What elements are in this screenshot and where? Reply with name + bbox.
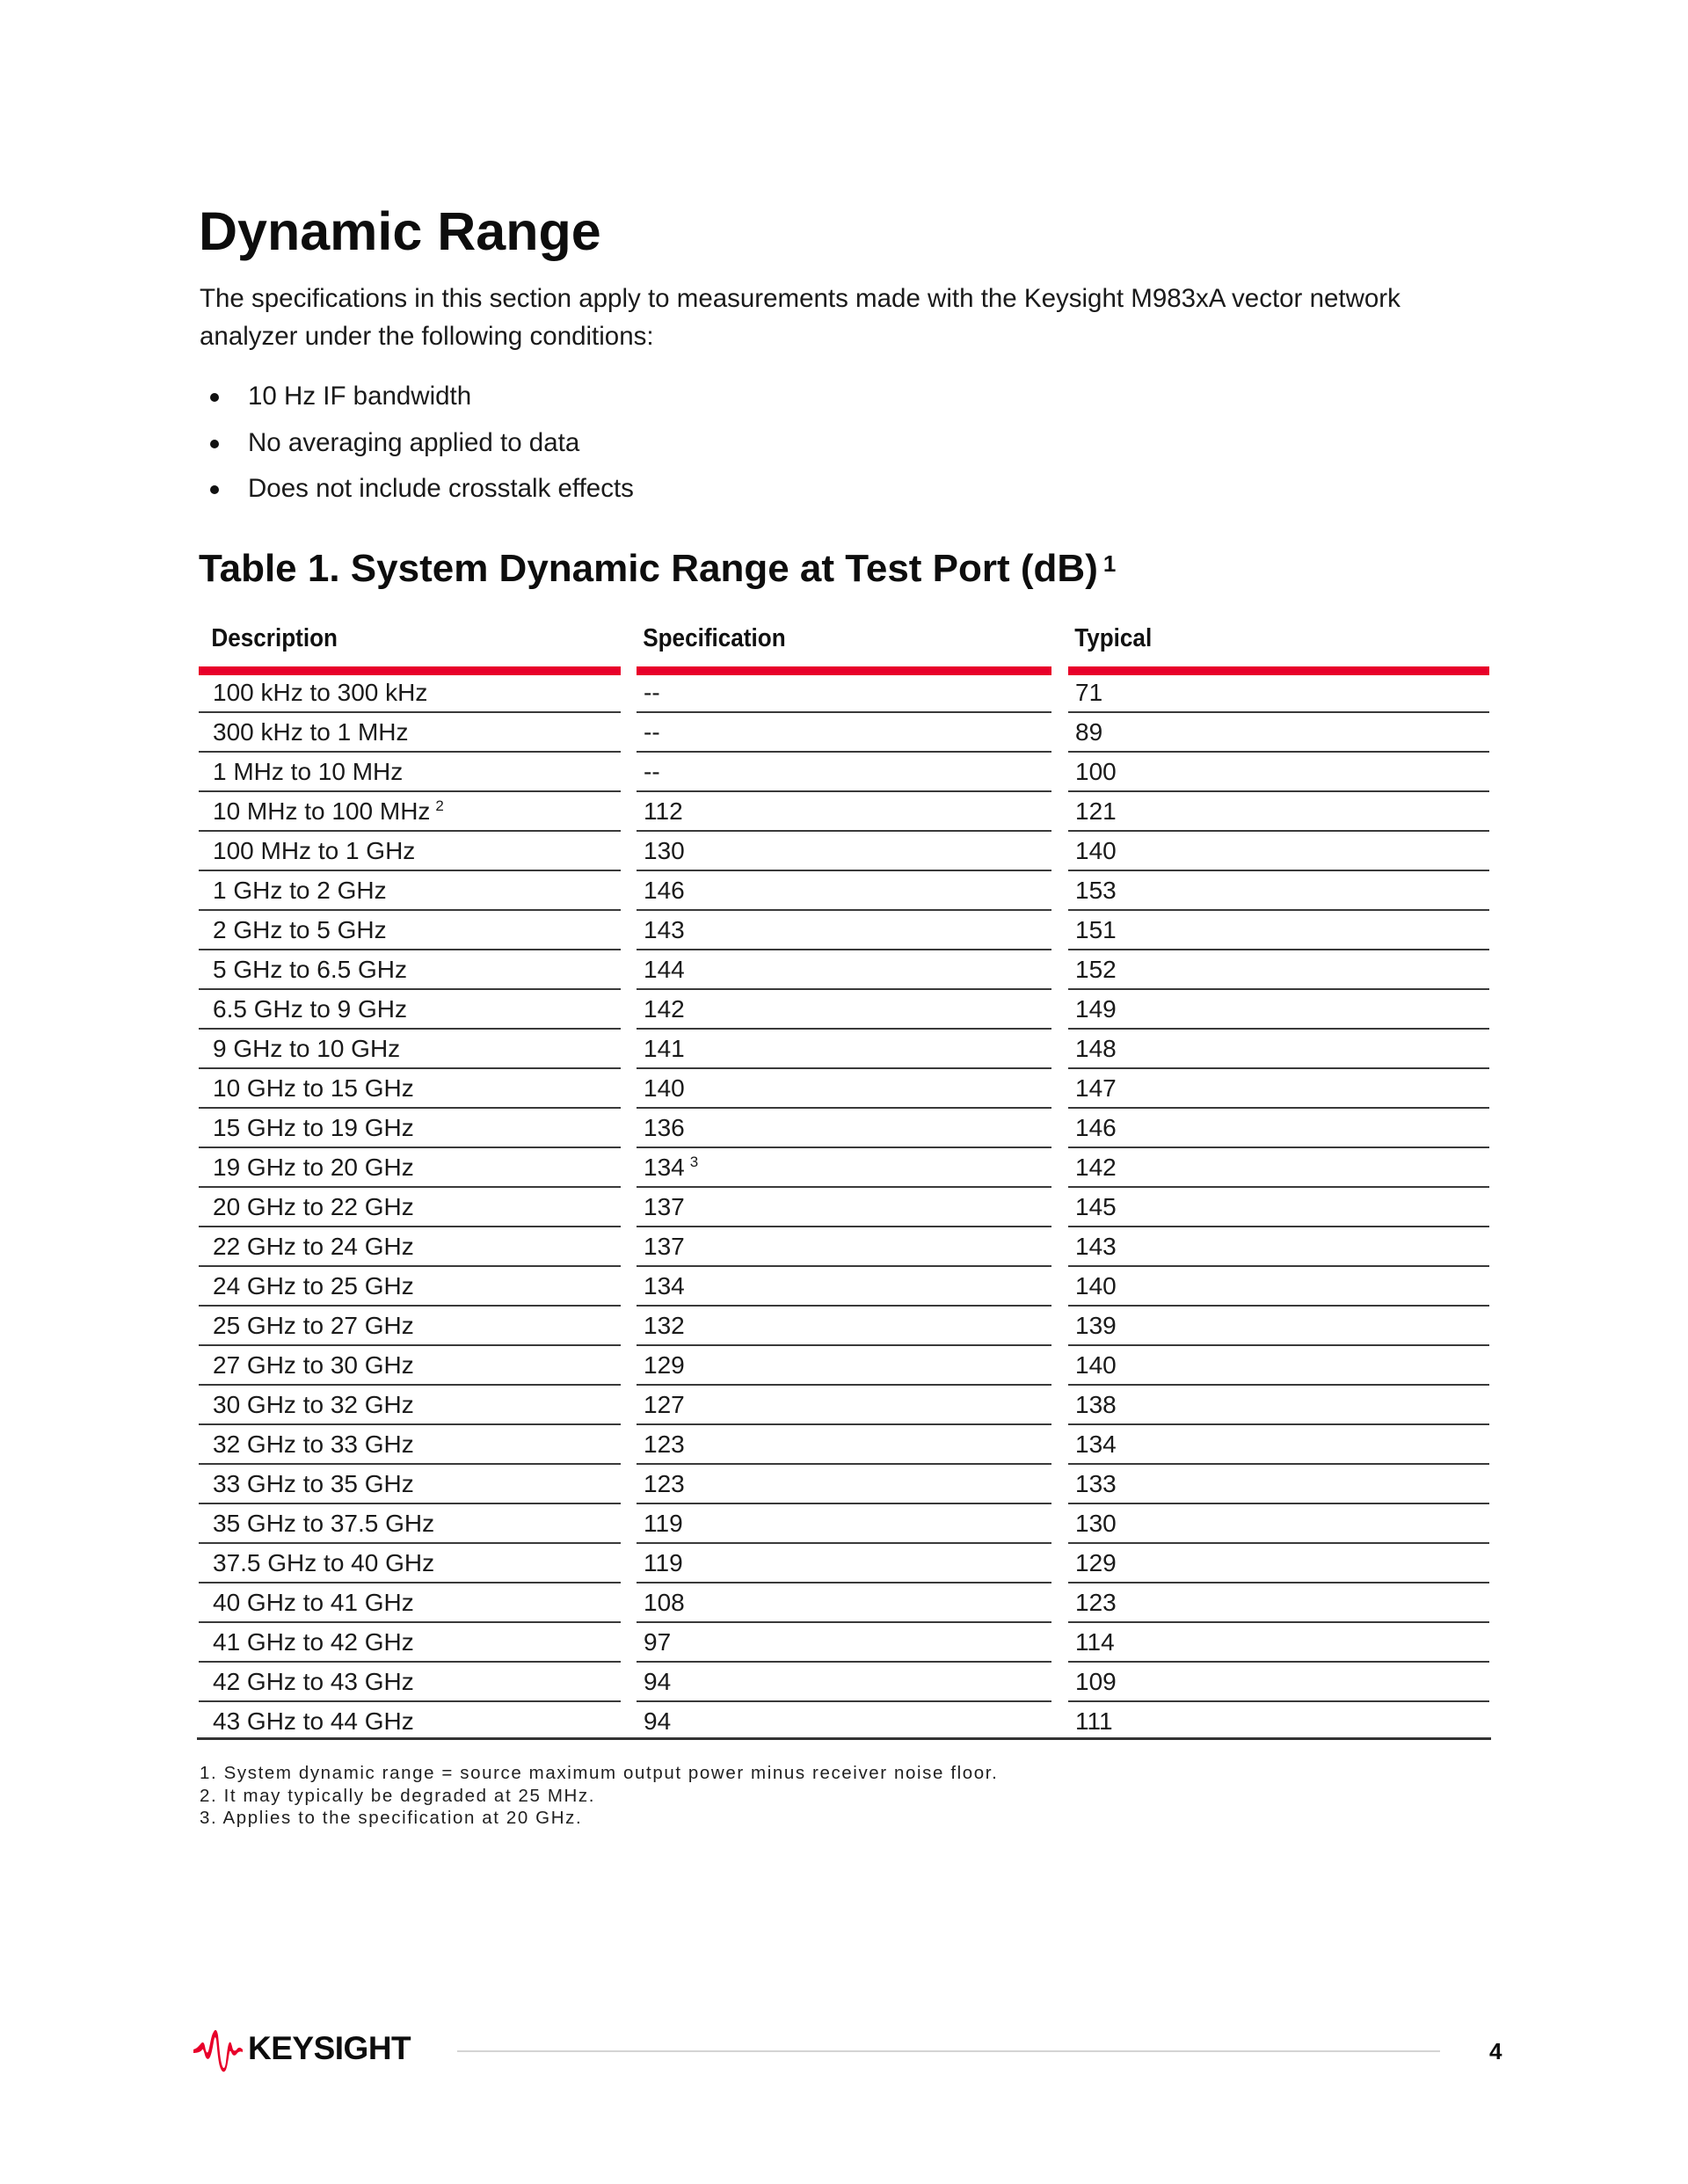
table-bottom-rule [197, 1737, 1491, 1740]
bullet-icon [210, 485, 219, 494]
cell-description [199, 1583, 621, 1623]
cell-description [199, 1544, 621, 1583]
cell-description-text: 2 GHz to 5 GHz [213, 916, 387, 943]
cell-specification [637, 1346, 1051, 1386]
cell-description [199, 792, 621, 832]
cell-typical-text: 130 [1075, 1510, 1117, 1537]
cell-typical-text: 134 [1075, 1431, 1117, 1458]
cell-specification-text: 137 [644, 1233, 685, 1260]
cell-typical-text: 142 [1075, 1154, 1117, 1181]
cell-typical-text: 114 [1075, 1628, 1115, 1656]
cell-typical-text: 140 [1075, 837, 1117, 864]
cell-specification [637, 1267, 1051, 1307]
cell-typical-text: 71 [1075, 679, 1103, 706]
cell-specification-text: 123 [644, 1431, 685, 1458]
cell-typical-text: 111 [1075, 1707, 1113, 1735]
cell-description [199, 1663, 621, 1702]
cell-typical-text: 109 [1075, 1668, 1117, 1695]
table-row [0, 713, 1688, 753]
cell-specification [637, 871, 1051, 911]
cell-specification [637, 1544, 1051, 1583]
keysight-logo [192, 2024, 411, 2073]
cell-typical [1068, 1465, 1489, 1504]
cell-typical-text: 152 [1075, 956, 1117, 983]
cell-description-text: 40 GHz to 41 GHz [213, 1589, 414, 1616]
cell-specification [637, 673, 1051, 713]
cell-typical [1068, 1623, 1489, 1663]
cell-description-text: 20 GHz to 22 GHz [213, 1193, 414, 1220]
cell-specification [637, 1069, 1051, 1109]
table-row [0, 1227, 1688, 1267]
cell-specification-text: 97 [644, 1628, 672, 1656]
cell-description [199, 1267, 621, 1307]
condition-text: No averaging applied to data [248, 427, 580, 457]
cell-typical [1068, 1544, 1489, 1583]
cell-typical [1068, 1583, 1489, 1623]
cell-specification [637, 1702, 1051, 1740]
condition-item [200, 425, 634, 471]
cell-specification-text: 137 [644, 1193, 685, 1220]
cell-description [199, 1069, 621, 1109]
cell-typical-text: 129 [1075, 1549, 1117, 1576]
table-row [0, 1069, 1688, 1109]
cell-specification [637, 1583, 1051, 1623]
cell-typical [1068, 1504, 1489, 1544]
cell-typical [1068, 1346, 1489, 1386]
cell-description-text: 35 GHz to 37.5 GHz [213, 1510, 435, 1537]
column-header-specification: Specification [643, 624, 786, 652]
table-row [0, 673, 1688, 713]
cell-typical [1068, 1663, 1489, 1702]
cell-description [199, 950, 621, 990]
table-row [0, 1307, 1688, 1346]
cell-description [199, 1227, 621, 1267]
table-row [0, 1465, 1688, 1504]
table-row [0, 911, 1688, 950]
cell-description-text: 300 kHz to 1 MHz [213, 718, 409, 746]
cell-typical [1068, 1188, 1489, 1227]
cell-typical [1068, 871, 1489, 911]
cell-typical-text: 140 [1075, 1272, 1117, 1299]
cell-typical [1068, 673, 1489, 713]
footnote: 1. System dynamic range = source maximum output power minus receiver noise floor. [200, 1763, 999, 1783]
cell-specification-text: 141 [644, 1035, 685, 1062]
cell-specification-text: 112 [644, 797, 683, 825]
cell-description-text: 100 MHz to 1 GHz [213, 837, 416, 864]
cell-description-text: 5 GHz to 6.5 GHz [213, 956, 407, 983]
cell-typical [1068, 1425, 1489, 1465]
table-row [0, 1663, 1688, 1702]
cell-description [199, 911, 621, 950]
cell-description-text: 1 MHz to 10 MHz [213, 758, 404, 785]
cell-specification [637, 1148, 1051, 1188]
footnotes [200, 1762, 998, 1830]
cell-typical [1068, 832, 1489, 871]
cell-specification-text: 143 [644, 916, 685, 943]
cell-specification [637, 1030, 1051, 1069]
column-header-typical: Typical [1074, 624, 1153, 652]
cell-typical [1068, 1267, 1489, 1307]
cell-specification-text: 123 [644, 1470, 685, 1497]
footnote-ref: 2 [435, 797, 444, 814]
cell-description [199, 753, 621, 792]
cell-specification-text: 136 [644, 1114, 685, 1141]
cell-typical [1068, 1307, 1489, 1346]
cell-description [199, 1623, 621, 1663]
cell-specification [637, 1307, 1051, 1346]
cell-typical-text: 139 [1075, 1312, 1117, 1339]
condition-text: Does not include crosstalk effects [248, 474, 634, 503]
cell-specification [637, 1623, 1051, 1663]
cell-description-text: 37.5 GHz to 40 GHz [213, 1549, 435, 1576]
cell-description-text: 10 MHz to 100 MHz [213, 797, 431, 825]
cell-typical-text: 146 [1075, 1114, 1117, 1141]
conditions-list [200, 378, 634, 517]
table-row [0, 832, 1688, 871]
table-row [0, 1623, 1688, 1663]
condition-item [200, 378, 634, 425]
cell-typical-text: 153 [1075, 877, 1117, 904]
cell-description-text: 41 GHz to 42 GHz [213, 1628, 414, 1656]
cell-specification-text: 119 [644, 1510, 683, 1537]
table-row [0, 753, 1688, 792]
cell-specification [637, 950, 1051, 990]
cell-specification-text: 127 [644, 1391, 685, 1418]
keysight-wave-icon [192, 2025, 244, 2072]
cell-specification [637, 911, 1051, 950]
column-header-description: Description [211, 624, 338, 652]
cell-typical-text: 149 [1075, 995, 1117, 1023]
cell-specification-text: -- [644, 758, 660, 785]
table-row [0, 1386, 1688, 1425]
cell-description [199, 1425, 621, 1465]
cell-description-text: 24 GHz to 25 GHz [213, 1272, 414, 1299]
cell-specification-text: 130 [644, 837, 685, 864]
table-row [0, 1583, 1688, 1623]
cell-description [199, 713, 621, 753]
cell-specification-text: 142 [644, 995, 685, 1023]
cell-specification [637, 1109, 1051, 1148]
cell-typical-text: 133 [1075, 1470, 1117, 1497]
cell-typical [1068, 1227, 1489, 1267]
table-title-text: Table 1. System Dynamic Range at Test Port (dB) [199, 547, 1098, 590]
cell-typical [1068, 713, 1489, 753]
cell-typical-text: 143 [1075, 1233, 1117, 1260]
cell-description [199, 1148, 621, 1188]
cell-specification-text: 134 [644, 1272, 685, 1299]
cell-typical [1068, 990, 1489, 1030]
table-title [199, 545, 1116, 593]
cell-typical [1068, 1030, 1489, 1069]
cell-typical-text: 145 [1075, 1193, 1117, 1220]
cell-description-text: 6.5 GHz to 9 GHz [213, 995, 407, 1023]
cell-description-text: 22 GHz to 24 GHz [213, 1233, 414, 1260]
cell-specification-text: 94 [644, 1668, 672, 1695]
table-row [0, 1188, 1688, 1227]
cell-specification-text: 134 [644, 1154, 685, 1181]
cell-description-text: 1 GHz to 2 GHz [213, 877, 387, 904]
footer-divider [457, 2050, 1440, 2052]
cell-specification-text: 144 [644, 956, 685, 983]
cell-description-text: 27 GHz to 30 GHz [213, 1351, 414, 1379]
footnote: 3. Applies to the specification at 20 GHz. [200, 1808, 583, 1828]
table-row [0, 871, 1688, 911]
cell-description [199, 990, 621, 1030]
cell-description [199, 1109, 621, 1148]
cell-specification-text: 94 [644, 1707, 672, 1735]
cell-typical-text: 123 [1075, 1589, 1117, 1616]
cell-description-text: 100 kHz to 300 kHz [213, 679, 428, 706]
footnote-ref: 1 [1102, 550, 1117, 577]
cell-typical [1068, 792, 1489, 832]
table-row [0, 1267, 1688, 1307]
cell-description [199, 1030, 621, 1069]
cell-typical [1068, 950, 1489, 990]
footnote-ref: 3 [689, 1154, 699, 1170]
table-row [0, 990, 1688, 1030]
cell-typical [1068, 1109, 1489, 1148]
intro-paragraph: The specifications in this section apply to measurements made with the Keysight M983xA vector network analyzer under the following conditions: [200, 284, 1401, 351]
table-row [0, 1109, 1688, 1148]
cell-specification [637, 1504, 1051, 1544]
cell-typical [1068, 911, 1489, 950]
page-number: 4 [1489, 2038, 1502, 2064]
cell-description [199, 1346, 621, 1386]
cell-specification [637, 1386, 1051, 1425]
cell-description [199, 1504, 621, 1544]
cell-typical-text: 138 [1075, 1391, 1117, 1418]
cell-description-text: 30 GHz to 32 GHz [213, 1391, 414, 1418]
cell-specification [637, 792, 1051, 832]
cell-typical [1068, 1386, 1489, 1425]
condition-text: 10 Hz IF bandwidth [248, 382, 472, 411]
table-row [0, 792, 1688, 832]
table-row [0, 1544, 1688, 1583]
cell-specification-text: -- [644, 718, 660, 746]
cell-description-text: 42 GHz to 43 GHz [213, 1668, 414, 1695]
footnote: 2. It may typically be degraded at 25 MHz. [200, 1785, 596, 1806]
cell-typical-text: 147 [1075, 1074, 1117, 1102]
table-row [0, 1425, 1688, 1465]
table-row [0, 1030, 1688, 1069]
cell-description-text: 43 GHz to 44 GHz [213, 1707, 414, 1735]
cell-specification [637, 832, 1051, 871]
cell-typical-text: 89 [1075, 718, 1103, 746]
cell-typical [1068, 753, 1489, 792]
cell-description-text: 32 GHz to 33 GHz [213, 1431, 414, 1458]
cell-description [199, 673, 621, 713]
bullet-icon [210, 440, 219, 448]
cell-description-text: 19 GHz to 20 GHz [213, 1154, 414, 1181]
cell-specification [637, 1663, 1051, 1702]
cell-description-text: 9 GHz to 10 GHz [213, 1035, 401, 1062]
cell-description [199, 832, 621, 871]
table-row [0, 950, 1688, 990]
cell-description [199, 1702, 621, 1740]
page-title: Dynamic Range [199, 201, 601, 261]
condition-item [200, 470, 634, 517]
cell-specification [637, 1465, 1051, 1504]
cell-typical-text: 121 [1075, 797, 1117, 825]
table-row [0, 1148, 1688, 1188]
cell-specification-text: 129 [644, 1351, 685, 1379]
cell-typical-text: 100 [1075, 758, 1117, 785]
cell-specification-text: -- [644, 679, 660, 706]
cell-description-text: 33 GHz to 35 GHz [213, 1470, 414, 1497]
cell-specification [637, 1188, 1051, 1227]
cell-description-text: 10 GHz to 15 GHz [213, 1074, 414, 1102]
cell-typical [1068, 1069, 1489, 1109]
cell-specification-text: 119 [644, 1549, 683, 1576]
cell-typical-text: 148 [1075, 1035, 1117, 1062]
cell-description [199, 1386, 621, 1425]
cell-description-text: 25 GHz to 27 GHz [213, 1312, 414, 1339]
cell-specification [637, 713, 1051, 753]
table-row [0, 1702, 1688, 1742]
cell-description [199, 1188, 621, 1227]
cell-specification [637, 753, 1051, 792]
brand-name: KEYSIGHT [248, 2030, 411, 2066]
cell-description [199, 871, 621, 911]
cell-specification [637, 1227, 1051, 1267]
table-row [0, 1504, 1688, 1544]
cell-specification-text: 146 [644, 877, 685, 904]
bullet-icon [210, 393, 219, 402]
cell-description-text: 15 GHz to 19 GHz [213, 1114, 414, 1141]
cell-specification [637, 1425, 1051, 1465]
table-row [0, 1346, 1688, 1386]
cell-specification-text: 140 [644, 1074, 685, 1102]
cell-typical-text: 151 [1075, 916, 1117, 943]
cell-specification-text: 132 [644, 1312, 685, 1339]
cell-typical [1068, 1702, 1489, 1740]
cell-description [199, 1465, 621, 1504]
cell-specification [637, 990, 1051, 1030]
cell-specification-text: 108 [644, 1589, 685, 1616]
cell-description [199, 1307, 621, 1346]
cell-typical [1068, 1148, 1489, 1188]
cell-typical-text: 140 [1075, 1351, 1117, 1379]
